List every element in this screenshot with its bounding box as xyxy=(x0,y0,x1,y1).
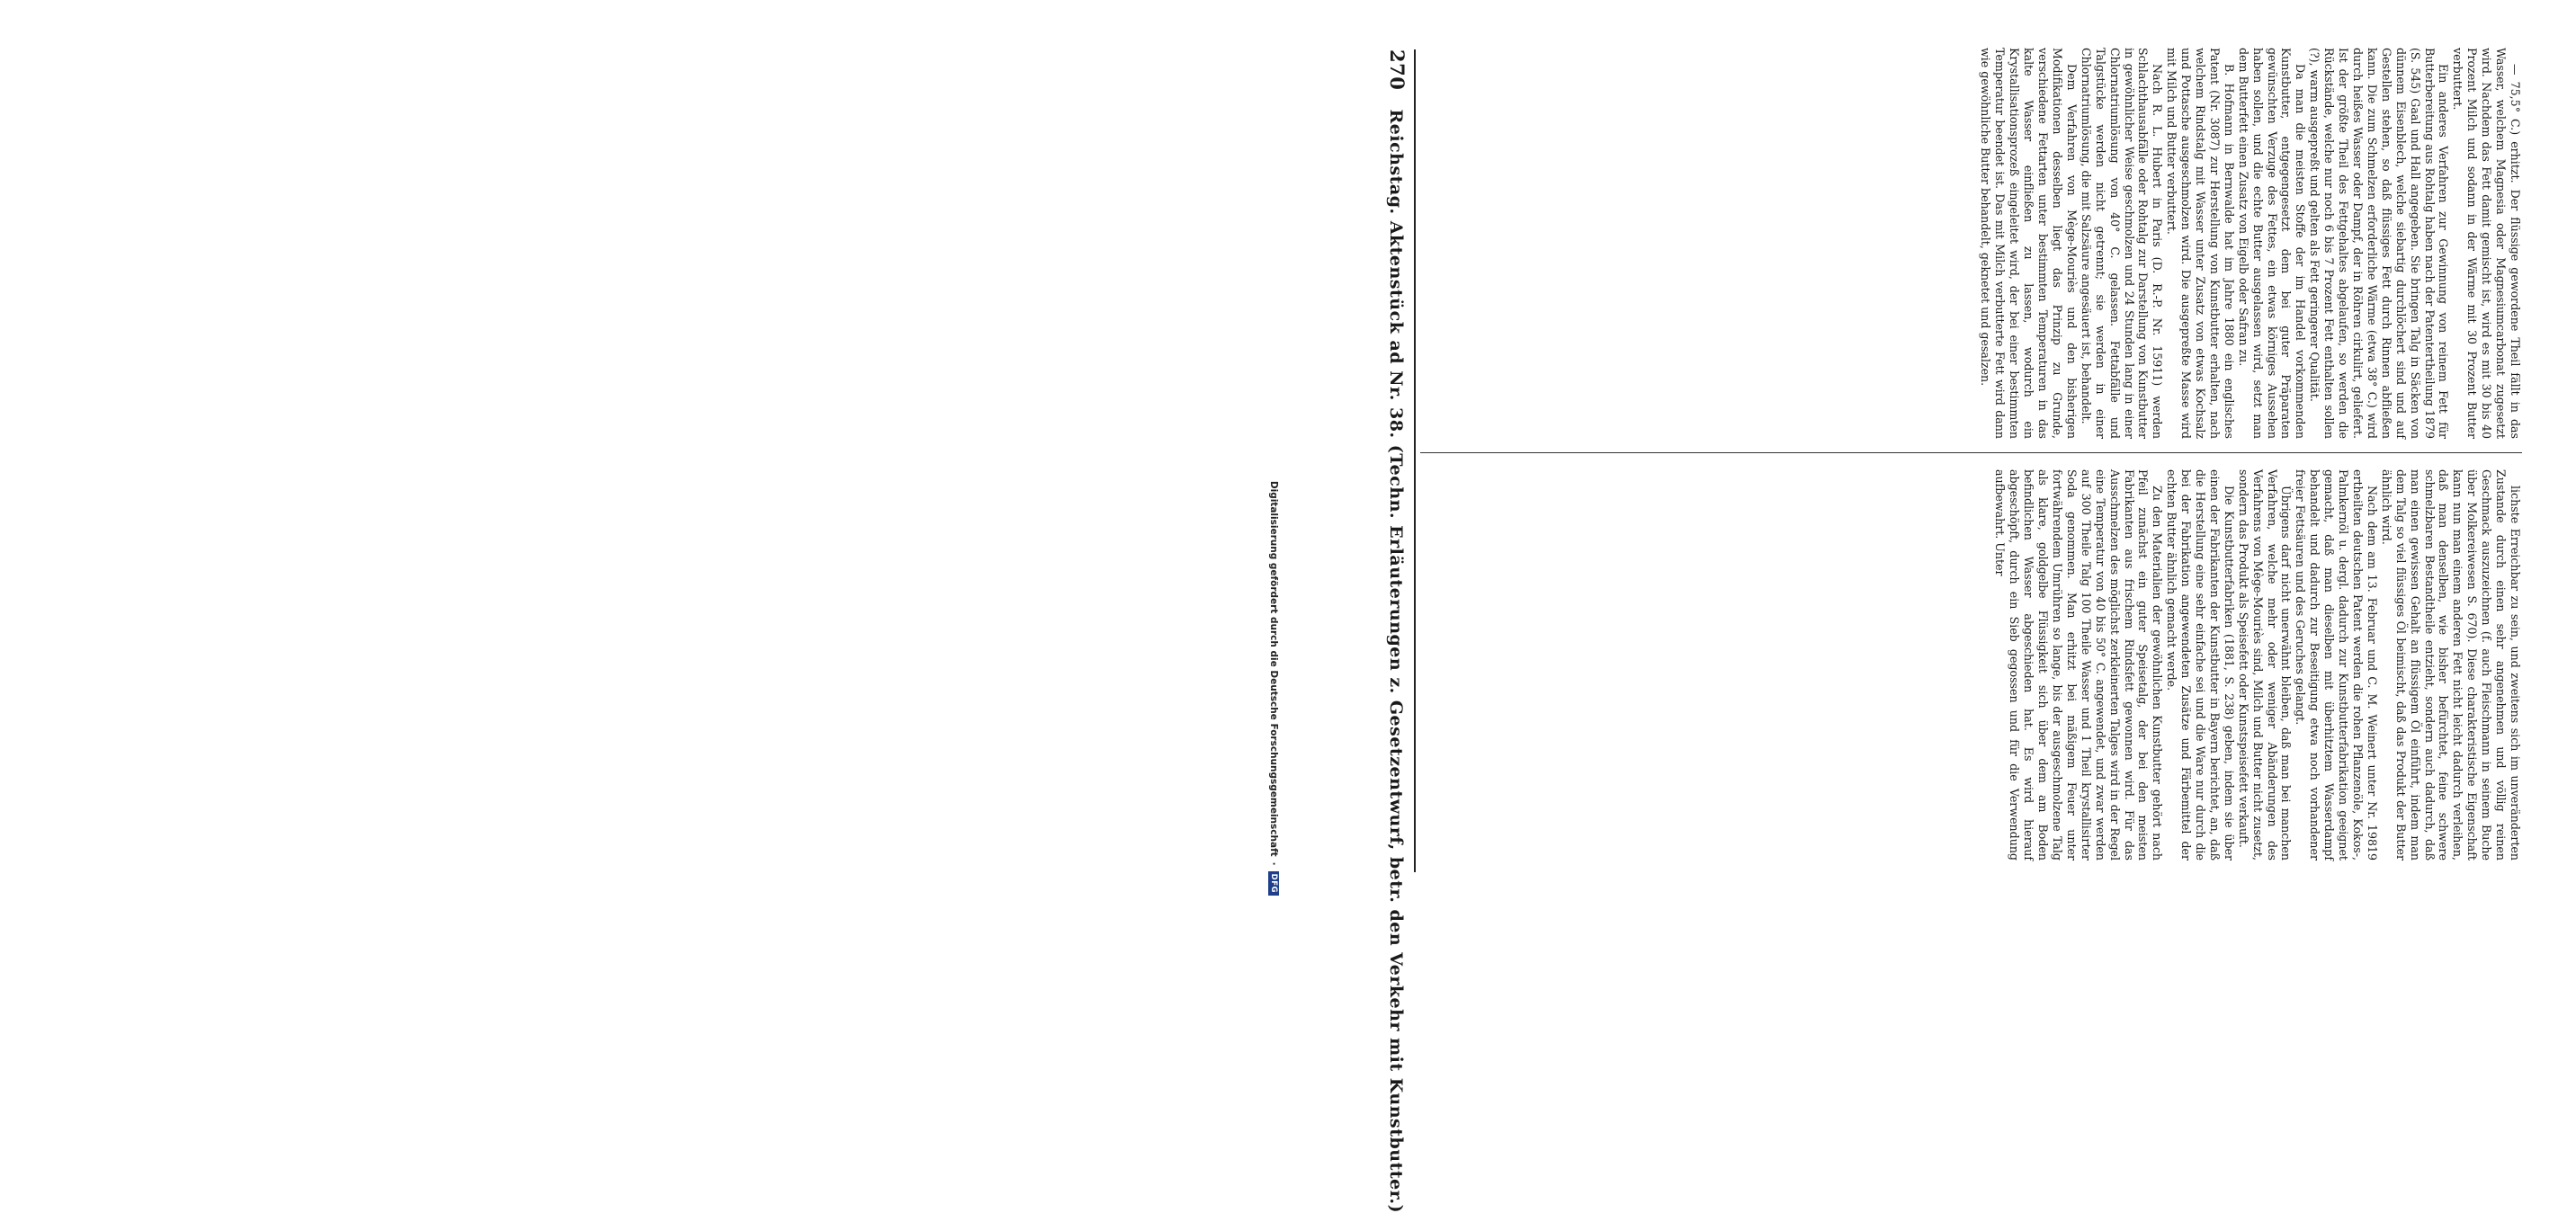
paragraph: Zu den Materialien der gewöhnlichen Kunstbutter gehört nach Pfeil zunächst ein guter Speisetalg, der bei den meisten Fabrikanten aus frischem Rindsfett gewonnen wird. Für das Ausschmelzen des möglichst zerkleinerten Talges wird in der Regel eine Temperatur von 40 bis 50° C. angewendet, und zwar werden auf 300 Theile Talg 100 Theile Wasser und 1 Theil krystallisirter Soda genommen. Man erhitzt bei mäßigem Feuer unter fortwährendem Umrühren so lange, bis der ausgeschmolzene Talg als klare, goldgelbe Flüssigkeit sich über dem am Boden befindlichen Wasser abgeschieden hat. Es wird hierauf abgeschöpft, durch ein Sieb gegossen und für die Verwendung aufbewahrt. Unter xyxy=(1993,469,2165,861)
paragraph: Die Kunstbutterfabriken (1881, S. 238) geben, indem sie über einen der Fabrikanten der Kunstbutter in Bayern berichtet, an, daß die Herstellung eine sehr einfache sei und die Ware nur durch die bei der Fabrikation angewendeten Zusätze und Färbemittel der echten Butter ähnlich gemacht werde. xyxy=(2165,469,2236,861)
paragraph: Nach R. L. Hubert in Paris (D. R.-P. Nr. 15911) werden Schlachthausabfälle oder Rohtalg zur Darstellung von Kunstbutter in gewöhnlicher Weise geschmolzen und 24 Stunden lang in einer Chlornatriumlösung von 40° C. gelassen. Fettabfälle und Talgstücke werden nicht getrennt; sie werden in einer Chlornatriumlösung, die mit Salzsäure angesäuert ist, behandelt. xyxy=(2079,48,2165,439)
page-number: 270 xyxy=(1386,49,1409,91)
paragraph: — 75,5° C.) erhitzt. Der flüssige gewordene Theil fällt in das Wasser, welchem Magnesia oder Magnesiumcarbonat zugesetzt wird. Nachdem das Fett damit gemischt ist, wird es mit 30 bis 40 Prozent Milch und sodann in der Wärme mit 30 Prozent Butter verbuttert. xyxy=(2451,48,2522,439)
rotated-page xyxy=(1288,0,2576,1213)
paragraph: Dem Verfahren von Mège-Mouriès und den bisherigen Modifikationen desselben liegt das Prinzip zu Grunde, verschiedene Fettarten unter bestimmten Temperaturen in das kalte Wasser einfließen zu lassen, wodurch ein Krystallisationsprozeß eingeleitet wird, der bei einer bestimmten Temperatur beendet ist. Das mit Milch verbutterte Fett wird dann wie gewöhnliche Butter behandelt, geknetet und gesalzen. xyxy=(1979,48,2079,439)
digitization-text: Digitalisierung gefördert durch die Deutsche Forschungsgemeinschaft xyxy=(1268,480,1279,857)
text-column-left xyxy=(1420,48,2522,439)
paragraph: B. Hofmann in Bernwalde hat im Jahre 1880 ein englisches Patent (Nr. 3087) zur Herstellung von Kunstbutter erhalten, nach welchem Rindstalg mit Wasser unter Zusatz von etwas Kochsalz und Pottasche ausgeschmolzen wird. Die ausgepreßte Masse wird mit Milch und Butter verbuttert. xyxy=(2165,48,2236,439)
running-title: Reichstag. Aktenstück ad Nr. 38. (Techn. Erläuterungen z. Gesetzentwurf, betr. den Verkehr mit Kunstbutter.) xyxy=(1386,109,1406,1213)
text-column-right xyxy=(1420,469,2522,861)
paragraph: lichste Erreichbar zu sein, und zweitens sich im unveränderten Zustande durch einen sehr angenehmen und völlig reinen Geschmack auszuzeichnen (f. auch Fleischmann in seinem Buche über Molkereiwesen S. 670). Diese charakteristische Eigenschaft kann nun man einem anderen Fett nicht leicht dadurch verleihen, daß man denselben, wie bisher befürchtet, feine schwere schmelzbaren Bestandtheile entzieht, sondern auch dadurch, daß man einen gewissen Gehalt an flüssigem Öl einführt, indem man dem Talg so viel flüssiges Öl beimischt, daß das Produkt der Butter ähnlich wird. xyxy=(2379,469,2522,861)
dfg-logo: DFG xyxy=(1268,871,1279,896)
page-header xyxy=(1386,49,1409,1213)
paragraph: Da man die meisten Stoffe der im Handel vorkommenden Kunstbutter, entgegengesetzt dem bei guter Präparaten gewünschten Verzuge des Fettes, ein etwas körniges Aussehen haben sollen, und die echte Butter ausgelassen wird, setzt man dem Butterfett einen Zusatz von Eigelb oder Safran zu. xyxy=(2236,48,2308,439)
column-divider xyxy=(1420,452,2522,453)
paragraph: Nach dem am 13. Februar und C. M. Weinert unter Nr. 19819 ertheilten deutschen Patent werden die rohen Pflanzenöle, Kokos-, Palmkernöl u. dergl. dadurch zur Kunstbutterfabrikation geeignet gemacht, daß man dieselben mit überhitztem Wasserdampf behandelt und dadurch zur Beseitigung etwa noch vorhandener freier Fettsäuren und des Geruches gelangt. xyxy=(2294,469,2379,861)
paragraph: Ein anderes Verfahren zur Gewinnung von reinem Fett für Butterbereitung aus Rohtalg haben nach der Patentertheilung 1879 (S. 545) Gaal und Hall angegeben. Sie bringen Talg in Säcken von dünnem Eisenblech, welche siebartig durchlöchert sind und auf Gestellen stehen, so daß flüssiges Fett durch Rinnen abfließen kann. Die zum Schmelzen erforderliche Wärme (etwa 38° C.) wird durch heißes Wasser oder Dampf, der in Röhren cirkulirt, geliefert. Ist der größte Theil des Fettgehaltes abgelaufen, so werden die Rückstände, welche nur noch 6 bis 7 Prozent Fett enthalten sollen (?), warm ausgepreßt und gelten als Fett geringerer Qualität. xyxy=(2308,48,2451,439)
digitization-footer: Digitalisierung gefördert durch die Deutsche Forschungsgemeinschaft · DFG xyxy=(1263,0,1284,899)
header-rule xyxy=(1414,49,1416,872)
paragraph: Übrigens darf nicht unerwähnt bleiben, daß man bei manchen Verfahren, welche mehr oder weniger Abänderungen des Verfahrens von Mège-Mouriès sind, Milch und Butter nicht zusetzt, sondern das Produkt als Speisefett oder Kunstspeisefett verkauft. xyxy=(2236,469,2294,861)
